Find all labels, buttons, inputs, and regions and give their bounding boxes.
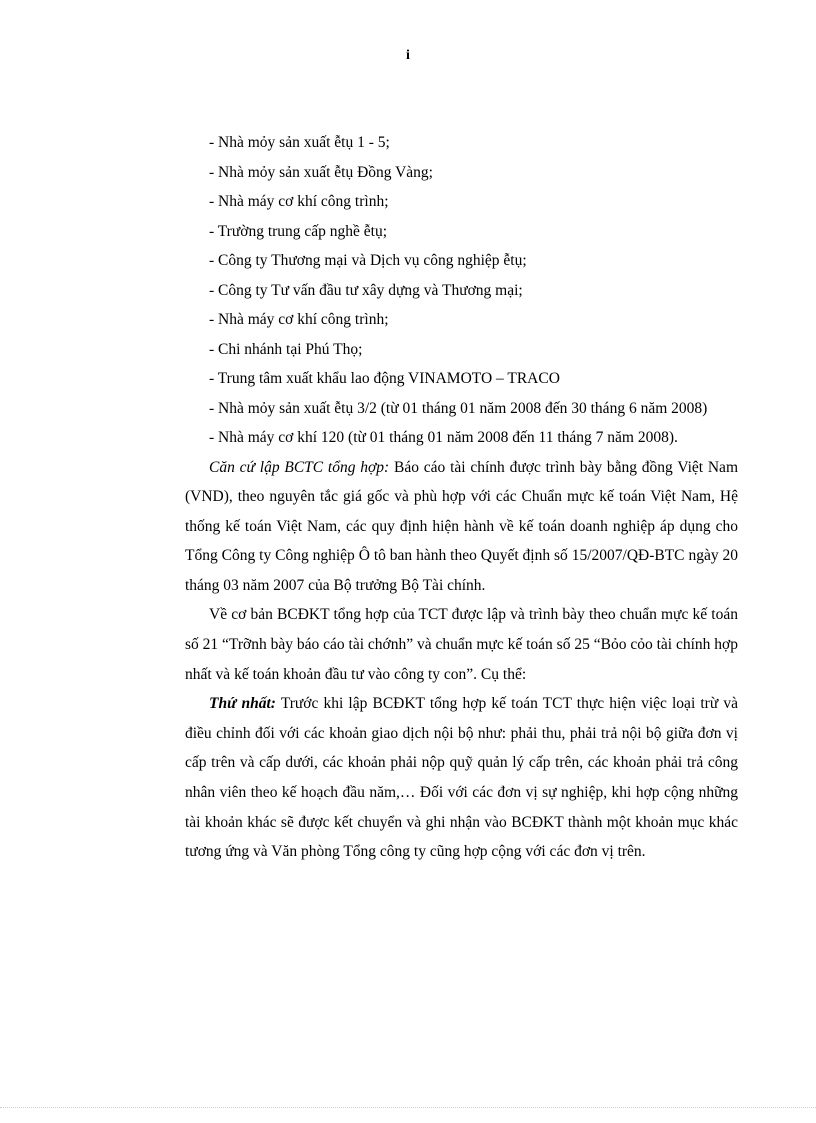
paragraph-label: Thứ nhất: [209, 695, 276, 713]
list-item: - Nhà mỏy sản xuất ễtụ Đồng Vàng; [209, 163, 433, 181]
paragraph-overview [185, 600, 738, 689]
paragraph-first [185, 689, 738, 867]
paragraph-label: Căn cứ lập BCTC tổng hợp: [209, 458, 390, 476]
list-item: - Nhà máy cơ khí 120 (từ 01 tháng 01 năm 2008 đến 11 tháng 7 năm 2008). [209, 429, 678, 446]
page-number: i [406, 48, 410, 63]
page-bottom-divider [0, 1107, 816, 1108]
list-item: - Công ty Thương mại và Dịch vụ công nghiệp ễtụ; [209, 252, 527, 269]
document-body [185, 128, 738, 867]
list-item: - Công ty Tư vấn đầu tư xây dựng và Thương mại; [209, 281, 523, 299]
paragraph-text: Trước khi lập BCĐKT tổng hợp kế toán TCT thực hiện việc loại trừ và điều chỉnh đối với các khoản giao dịch nội bộ như: phải thu, phải trả nội bộ giữa đơn vị cấp trên và cấp dưới, các khoản phải nộp quỹ quản lý cấp trên, các khoản phải trả công nhân viên theo kế hoạch đầu năm,… Đối với các đơn vị sự nghiệp, khi hợp cộng những tài khoản khác sẽ được kết chuyển và ghi nhận vào BCĐKT thành một khoản mục khác tương ứng và Văn phòng Tổng công ty cũng hợp cộng với các đơn vị trên. [185, 695, 738, 861]
list-item: - Chi nhánh tại Phú Thọ; [209, 340, 363, 358]
list-item: - Nhà máy cơ khí công trình; [209, 193, 389, 210]
list-item: - Nhà máy cơ khí công trình; [209, 311, 389, 328]
list-item: - Nhà mỏy sản xuất ễtụ 1 - 5; [209, 134, 390, 151]
list-item: - Trung tâm xuất khẩu lao động VINAMOTO – TRACO [209, 370, 560, 387]
paragraph-text: Báo cáo tài chính được trình bày bằng đồng Việt Nam (VND), theo nguyên tắc giá gốc và phù hợp với các Chuẩn mực kế toán Việt Nam, Hệ thống kế toán Việt Nam, các quy định hiện hành về kế toán doanh nghiệp áp dụng cho Tổng Công ty Công nghiệp Ô tô ban hành theo Quyết định số 15/2007/QĐ-BTC ngày 20 tháng 03 năm 2007 của Bộ trưởng Bộ Tài chính. [185, 458, 738, 594]
list-item: - Nhà mỏy sản xuất ễtụ 3/2 (từ 01 tháng 01 năm 2008 đến 30 tháng 6 năm 2008) [209, 399, 708, 417]
list-item: - Trường trung cấp nghề ễtụ; [209, 222, 388, 240]
paragraph-text: Về cơ bản BCĐKT tổng hợp của TCT được lập và trình bày theo chuẩn mực kế toán số 21 “Trỡnh bày báo cáo tài chớnh” và chuẩn mực kế toán số 25 “Bỏo cỏo tài chính hợp nhất và kế toán khoản đầu tư vào công ty con”. Cụ thể: [185, 606, 738, 683]
paragraph-basis [185, 453, 738, 601]
